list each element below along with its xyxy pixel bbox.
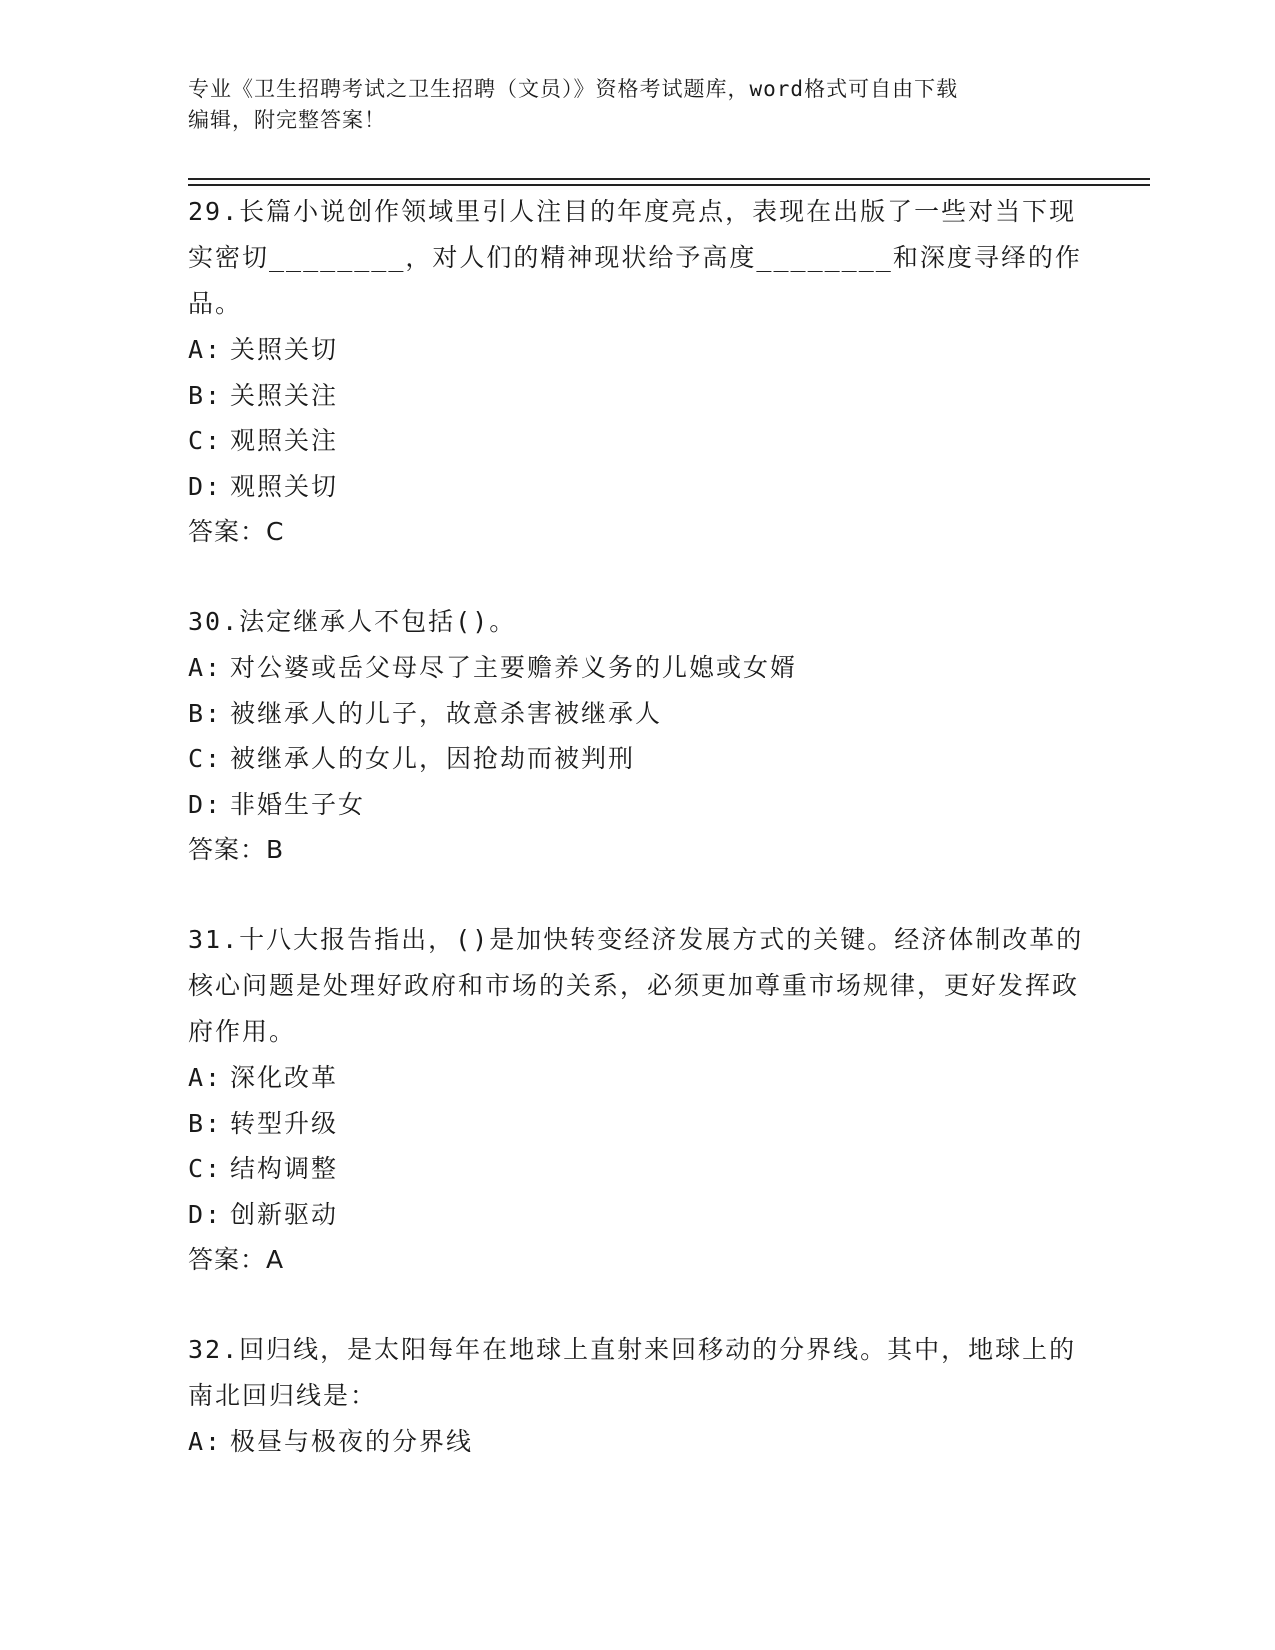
header-line-2: 编辑，附完整答案！ bbox=[188, 108, 386, 132]
answer-text: 答案：A bbox=[188, 1245, 285, 1274]
option-b bbox=[188, 691, 1088, 737]
option-text: 转型升级 bbox=[230, 1108, 339, 1138]
option-text: 被继承人的儿子，故意杀害被继承人 bbox=[230, 698, 663, 728]
option-b bbox=[188, 373, 1088, 419]
option-text: 观照关注 bbox=[230, 426, 339, 455]
option-letter: C: bbox=[188, 1154, 223, 1183]
question-text: 29.长篇小说创作领域里引人注目的年度亮点，表现在出版了一些对当下现实密切________，对人们的精神现状给予高度________和深度寻绎的作品。 bbox=[188, 197, 1082, 318]
option-d bbox=[188, 464, 1088, 510]
option-a bbox=[188, 1419, 1088, 1465]
option-d bbox=[188, 782, 1088, 828]
header-divider-bottom bbox=[188, 184, 1150, 186]
option-letter: A: bbox=[188, 1063, 223, 1092]
option-text: 非婚生子女 bbox=[230, 789, 366, 819]
document-header bbox=[188, 74, 1088, 136]
option-a bbox=[188, 327, 1088, 373]
option-letter: A: bbox=[188, 335, 223, 364]
header-divider-top bbox=[188, 178, 1150, 180]
question-text: 31.十八大报告指出，()是加快转变经济发展方式的关键。经济体制改革的核心问题是处理好政府和市场的关系，必须更加尊重市场规律，更好发挥政府作用。 bbox=[188, 925, 1084, 1046]
question-text: 32.回归线，是太阳每年在地球上直射来回移动的分界线。其中，地球上的南北回归线是： bbox=[188, 1335, 1077, 1410]
option-letter: D: bbox=[188, 789, 223, 819]
option-b bbox=[188, 1101, 1088, 1147]
option-text: 深化改革 bbox=[230, 1063, 339, 1092]
option-a bbox=[188, 645, 1088, 691]
question-list bbox=[188, 189, 1088, 1509]
answer-text: 答案：C bbox=[188, 517, 285, 546]
option-letter: B: bbox=[188, 1108, 223, 1138]
option-text: 观照关切 bbox=[230, 471, 339, 501]
question-29 bbox=[188, 189, 1088, 555]
option-text: 对公婆或岳父母尽了主要赡养义务的儿媳或女婿 bbox=[230, 653, 798, 682]
option-text: 关照关切 bbox=[230, 335, 339, 364]
answer-text: 答案：B bbox=[188, 835, 285, 864]
question-32 bbox=[188, 1327, 1088, 1465]
question-text: 30.法定继承人不包括()。 bbox=[188, 607, 517, 636]
header-line-1: 专业《卫生招聘考试之卫生招聘（文员）》资格考试题库，word格式可自由下载 bbox=[188, 77, 959, 101]
option-letter: B: bbox=[188, 698, 223, 728]
option-letter: D: bbox=[188, 471, 223, 501]
option-letter: D: bbox=[188, 1199, 223, 1229]
option-letter: A: bbox=[188, 1427, 223, 1456]
option-letter: C: bbox=[188, 426, 223, 455]
question-31 bbox=[188, 917, 1088, 1283]
option-letter: B: bbox=[188, 380, 223, 410]
option-c bbox=[188, 1146, 1088, 1192]
option-text: 被继承人的女儿，因抢劫而被判刑 bbox=[230, 744, 636, 773]
option-text: 关照关注 bbox=[230, 380, 339, 410]
question-30 bbox=[188, 599, 1088, 873]
option-text: 极昼与极夜的分界线 bbox=[230, 1427, 474, 1456]
option-letter: A: bbox=[188, 653, 223, 682]
option-a bbox=[188, 1055, 1088, 1101]
option-c bbox=[188, 736, 1088, 782]
option-text: 创新驱动 bbox=[230, 1199, 339, 1229]
option-c bbox=[188, 418, 1088, 464]
option-text: 结构调整 bbox=[230, 1154, 339, 1183]
option-letter: C: bbox=[188, 744, 223, 773]
option-d bbox=[188, 1192, 1088, 1238]
